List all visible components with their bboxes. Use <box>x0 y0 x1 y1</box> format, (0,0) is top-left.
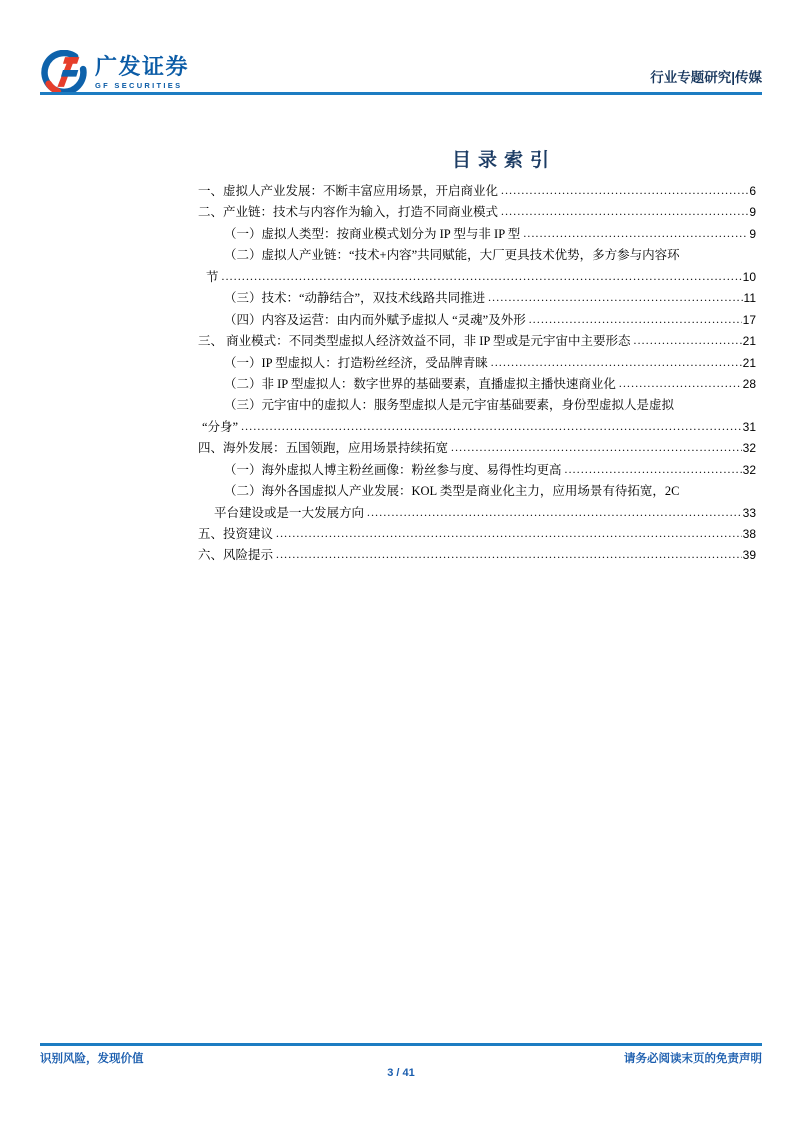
toc-dot-leader <box>634 331 742 352</box>
toc-title: 目录索引 <box>451 150 556 171</box>
logo-name-en: GF SECURITIES <box>95 81 183 90</box>
toc-entry[interactable] <box>198 310 756 331</box>
toc-page-number: 38 <box>742 527 756 541</box>
toc-entry-text: 二、产业链：技术与内容作为输入，打造不同商业模式 <box>198 205 499 220</box>
footer-slogan: 识别风险，发现价值 <box>40 1053 144 1065</box>
toc-dot-leader <box>241 417 742 438</box>
toc-entry[interactable] <box>198 524 756 545</box>
toc-page-number: 17 <box>742 312 756 327</box>
toc-dot-leader <box>501 202 748 223</box>
toc-entry[interactable] <box>198 545 756 566</box>
toc-page-number: 9 <box>749 226 756 241</box>
toc-dot-leader <box>529 310 742 331</box>
toc-entry[interactable] <box>198 503 756 524</box>
toc-entry[interactable] <box>198 353 756 374</box>
toc-entry-text: 五、投资建议 <box>198 527 274 541</box>
toc-entry[interactable] <box>198 245 756 266</box>
toc-page-number: 9 <box>749 205 756 220</box>
toc-entry-text: （二）海外各国虚拟人产业发展：KOL 类型是商业化主力，应用场景有待拓宽，2C <box>224 484 680 499</box>
toc-entry-text: 三、 商业模式：不同类型虚拟人经济效益不同，非 IP 型或是元宇宙中主要形态 <box>198 334 631 349</box>
toc-entry[interactable] <box>198 481 756 502</box>
toc-entry-text: （二）非 IP 型虚拟人：数字世界的基础要素，直播虚拟主播快速商业化 <box>224 376 616 391</box>
toc-page-number: 21 <box>742 355 756 370</box>
toc-entry-text: （二）虚拟人产业链：“技术+内容”共同赋能，大厂更具技术优势，多方参与内容环 <box>224 248 680 263</box>
toc-entry-text: （一）虚拟人类型：按商业模式划分为 IP 型与非 IP 型 <box>224 226 521 241</box>
header-divider <box>40 92 762 95</box>
report-category: 行业专题研究|传媒 <box>650 70 762 85</box>
toc-entry-text: 一、虚拟人产业发展：不断丰富应用场景，开启商业化 <box>198 184 499 198</box>
toc-page-number: 10 <box>742 269 756 284</box>
toc-entry-text: “分身” <box>202 419 239 434</box>
toc-entry[interactable] <box>198 417 756 438</box>
toc-entry[interactable] <box>198 460 756 481</box>
page-number: 3 / 41 <box>387 1067 415 1079</box>
toc-entry-text: 六、风险提示 <box>198 548 274 563</box>
toc-entry-text: （一）IP 型虚拟人：打造粉丝经济，受品牌青睐 <box>224 355 488 370</box>
toc-page-number: 21 <box>742 334 756 349</box>
gf-securities-logo <box>40 50 189 95</box>
toc-entry[interactable] <box>198 267 756 288</box>
toc-dot-leader <box>491 353 742 374</box>
toc-dot-leader <box>276 524 742 545</box>
toc-page-number: 33 <box>742 505 756 520</box>
toc-dot-leader <box>276 545 742 566</box>
toc-dot-leader <box>367 503 742 524</box>
toc-page-number: 32 <box>742 462 756 477</box>
toc-entry-text: 节 <box>206 269 219 284</box>
toc-dot-leader <box>523 224 748 245</box>
toc-dot-leader <box>222 267 742 288</box>
toc-entry[interactable] <box>198 438 756 459</box>
toc-list <box>198 181 756 567</box>
toc-page-number: 32 <box>742 441 756 456</box>
toc-entry-text: 平台建设或是一大发展方向 <box>214 505 365 520</box>
logo-name-cn: 广发证券 <box>95 54 190 79</box>
footer-row <box>40 1050 762 1066</box>
toc-dot-leader <box>565 460 742 481</box>
toc-entry-text: （三）元宇宙中的虚拟人：服务型虚拟人是元宇宙基础要素，身份型虚拟人是虚拟 <box>224 398 675 413</box>
toc-page-number: 6 <box>749 184 756 198</box>
footer-divider <box>40 1043 762 1046</box>
footer-disclaimer: 请务必阅读末页的免责声明 <box>624 1053 762 1065</box>
toc-entry[interactable] <box>198 331 756 352</box>
toc-entry[interactable] <box>198 181 756 202</box>
toc-entry[interactable] <box>198 224 756 245</box>
toc-entry[interactable] <box>198 202 756 223</box>
toc-entry[interactable] <box>198 288 756 309</box>
toc-dot-leader <box>619 374 742 395</box>
toc-page-number: 28 <box>742 376 756 391</box>
toc-entry-text: （一）海外虚拟人博主粉丝画像：粉丝参与度、易得性均更高 <box>224 462 562 477</box>
toc-dot-leader <box>451 438 742 459</box>
toc-page-number: 31 <box>742 419 756 434</box>
toc-entry-text: （四）内容及运营：由内而外赋予虚拟人 “灵魂”及外形 <box>224 312 526 327</box>
toc-dot-leader <box>488 288 742 309</box>
toc-dot-leader <box>501 181 748 202</box>
logo-text <box>95 55 189 90</box>
toc-entry-text: （三）技术：“动静结合”，双技术线路共同推进 <box>224 291 486 306</box>
gf-logo-icon <box>40 50 88 95</box>
toc-entry-text: 四、海外发展：五国领跑，应用场景持续拓宽 <box>198 441 449 456</box>
toc-entry[interactable] <box>198 395 756 416</box>
toc-entry[interactable] <box>198 374 756 395</box>
toc-page-number: 11 <box>743 291 756 306</box>
toc-page-number: 39 <box>742 548 756 563</box>
